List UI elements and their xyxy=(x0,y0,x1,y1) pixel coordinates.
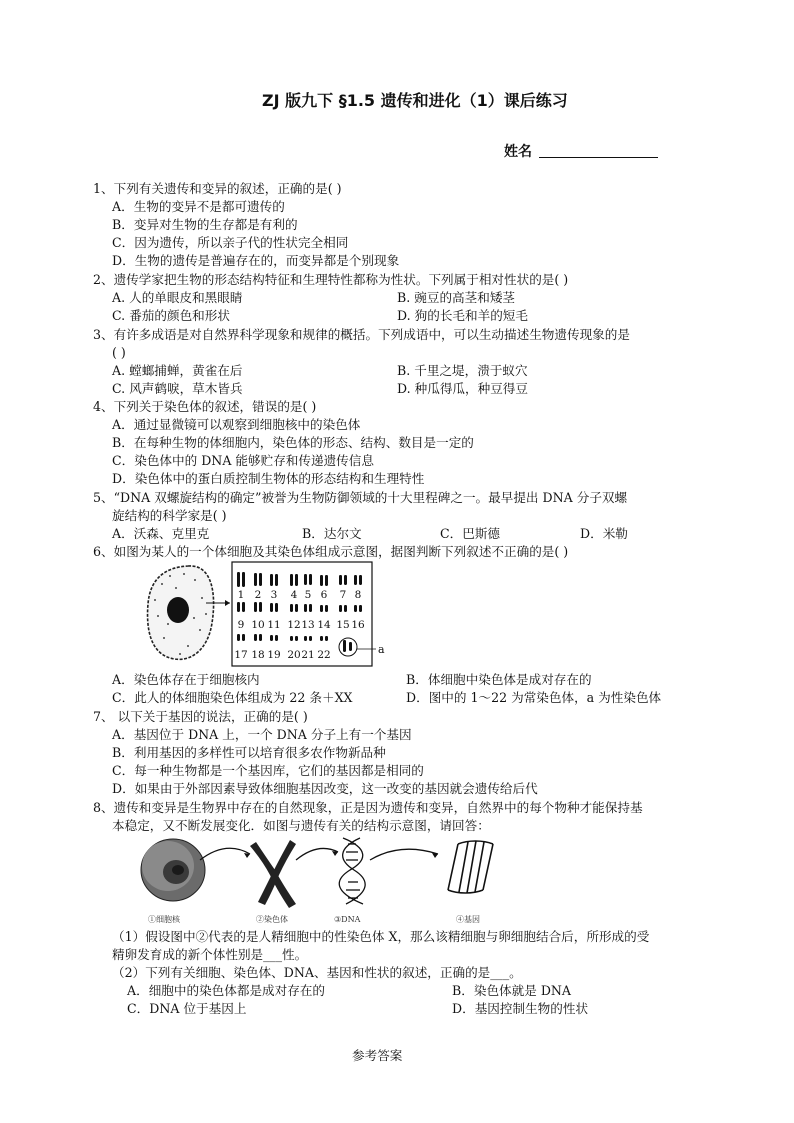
karyo-num: 7 xyxy=(339,589,347,601)
question-5-stem-cont: 旋结构的科学家是( ) xyxy=(112,508,227,523)
fig-label-nucleus: ①细胞核 xyxy=(148,915,180,924)
q5-option-b[interactable]: B．达尔文 xyxy=(302,526,362,541)
q2-option-d[interactable]: D. 狗的长毛和羊的短毛 xyxy=(397,308,528,323)
question-4-stem: 4、下列关于染色体的叙述，错误的是( ) xyxy=(93,399,317,414)
question-1-stem: 1、下列有关遗传和变异的叙述，正确的是( ) xyxy=(93,181,342,196)
q8-option-d[interactable]: D．基因控制生物的性状 xyxy=(452,1001,589,1016)
question-3-stem: 3、有许多成语是对自然界科学现象和规律的概括。下列成语中，可以生动描述生物遗传现象的是 xyxy=(93,327,630,342)
q3-option-a[interactable]: A. 螳螂捕蝉，黄雀在后 xyxy=(112,363,243,378)
karyo-num: 5 xyxy=(304,589,312,601)
chromosome-illustration xyxy=(250,840,296,908)
q4-option-b[interactable]: B．在每种生物的体细胞内，染色体的形态、结构、数目是一定的 xyxy=(112,435,474,450)
q2-option-c[interactable]: C. 番茄的颜色和形状 xyxy=(112,308,230,323)
karyo-num: 4 xyxy=(290,589,298,601)
q5-option-d[interactable]: D．米勒 xyxy=(580,526,628,541)
karyo-num: 10 xyxy=(251,619,265,631)
q3-option-c[interactable]: C. 风声鹤唳，草木皆兵 xyxy=(112,381,243,396)
q6-option-d[interactable]: D．图中的 1～22 为常染色体，a 为性染色体 xyxy=(406,690,662,705)
karyo-num: 18 xyxy=(251,649,265,661)
karyo-num: 11 xyxy=(267,619,281,631)
q6-option-a[interactable]: A．染色体存在于细胞核内 xyxy=(112,672,260,687)
q5-option-c[interactable]: C．巴斯德 xyxy=(440,526,501,541)
q3-option-b[interactable]: B. 千里之堤，溃于蚁穴 xyxy=(397,363,528,378)
q4-option-a[interactable]: A．通过显微镜可以观察到细胞核中的染色体 xyxy=(112,417,361,432)
q7-option-b[interactable]: B．利用基因的多样性可以培育很多农作物新品种 xyxy=(112,745,386,760)
karyo-num: 22 xyxy=(317,649,331,661)
q4-option-d[interactable]: D．染色体中的蛋白质控制生物体的形态结构和生理特性 xyxy=(112,471,425,486)
q8-option-a[interactable]: A．细胞中的染色体都是成对存在的 xyxy=(127,983,326,998)
q4-option-c[interactable]: C．染色体中的 DNA 能够贮存和传递遗传信息 xyxy=(112,453,374,468)
q1-option-d[interactable]: D．生物的遗传是普遍存在的，而变异都是个别现象 xyxy=(112,253,400,268)
fig-label-gene: ④基因 xyxy=(456,915,480,924)
karyo-num: 9 xyxy=(237,619,245,631)
karyo-num: 14 xyxy=(317,619,331,631)
q8-sub2: （2）下列有关细胞、染色体、DNA、基因和性状的叙述，正确的是___。 xyxy=(112,965,522,980)
marker-a-label: a xyxy=(378,643,385,656)
fig-label-dna: ③DNA xyxy=(334,915,361,924)
answer-heading: 参考答案 xyxy=(352,1048,403,1063)
question-2-stem: 2、遗传学家把生物的形态结构特征和生理特性都称为性状。下列属于相对性状的是( ) xyxy=(93,272,569,287)
dna-helix-illustration xyxy=(339,838,365,904)
cell-nucleus-illustration xyxy=(141,839,205,901)
q3-option-d[interactable]: D. 种瓜得瓜，种豆得豆 xyxy=(397,381,528,396)
karyo-num: 20 xyxy=(287,649,301,661)
karyo-num: 1 xyxy=(237,589,245,601)
q8-sub1-line2: 精卵发育成的新个体性别是___性。 xyxy=(112,947,308,962)
karyo-num: 12 xyxy=(287,619,301,631)
fig-label-chromosome: ②染色体 xyxy=(256,915,288,924)
q1-option-b[interactable]: B．变异对生物的生存都是有利的 xyxy=(112,217,298,232)
question-3-stem-cont: ( ) xyxy=(112,345,126,360)
karyo-num: 8 xyxy=(354,589,362,601)
q8-option-c[interactable]: C．DNA 位于基因上 xyxy=(127,1001,247,1016)
heredity-structures-figure xyxy=(138,830,538,928)
q7-option-d[interactable]: D．如果由于外部因素导致体细胞基因改变，这一改变的基因就会遗传给后代 xyxy=(112,781,538,796)
question-8-stem: 8、遗传和变异是生物界中存在的自然现象，正是因为遗传和变异，自然界中的每个物种才能保持基 xyxy=(93,800,643,815)
gene-illustration xyxy=(448,841,493,893)
body-cell-illustration xyxy=(148,566,214,659)
karyo-num: 16 xyxy=(351,619,365,631)
q8-sub1-line1: （1）假设图中②代表的是人精细胞中的性染色体 X，那么该精细胞与卵细胞结合后，所形成的受 xyxy=(112,929,650,944)
question-7-stem: 7、 以下关于基因的说法，正确的是( ) xyxy=(93,709,308,724)
page-title: ZJ 版九下 §1.5 遗传和进化（1）课后练习 xyxy=(262,91,568,110)
q1-option-a[interactable]: A．生物的变异不是都可遗传的 xyxy=(112,199,285,214)
name-label: 姓名 xyxy=(504,144,532,160)
karyo-num: 2 xyxy=(254,589,262,601)
karyo-num: 21 xyxy=(301,649,315,661)
q7-option-c[interactable]: C．每一种生物都是一个基因库，它们的基因都是相同的 xyxy=(112,763,424,778)
name-blank[interactable] xyxy=(539,157,658,158)
karyo-num: 19 xyxy=(267,649,281,661)
q2-option-a[interactable]: A. 人的单眼皮和黑眼睛 xyxy=(112,290,243,305)
karyo-num: 17 xyxy=(234,649,248,661)
cell-karyotype-figure xyxy=(140,558,400,668)
q7-option-a[interactable]: A．基因位于 DNA 上，一个 DNA 分子上有一个基因 xyxy=(112,727,412,742)
q2-option-b[interactable]: B. 豌豆的高茎和矮茎 xyxy=(397,290,516,305)
q6-option-b[interactable]: B．体细胞中染色体是成对存在的 xyxy=(406,672,592,687)
q1-option-c[interactable]: C．因为遗传，所以亲子代的性状完全相同 xyxy=(112,235,349,250)
q5-option-a[interactable]: A．沃森、克里克 xyxy=(112,526,210,541)
q8-option-b[interactable]: B．染色体就是 DNA xyxy=(452,983,572,998)
q6-option-c[interactable]: C．此人的体细胞染色体组成为 22 条＋XX xyxy=(112,690,353,705)
question-6-stem: 6、如图为某人的一个体细胞及其染色体组成示意图，据图判断下列叙述不正确的是( ) xyxy=(93,544,569,559)
question-5-stem: 5、“DNA 双螺旋结构的确定”被誉为生物防御领域的十大里程碑之一。最早提出 DNA 分子双螺 xyxy=(93,490,628,505)
karyo-num: 6 xyxy=(320,589,328,601)
cell-nucleus xyxy=(167,597,189,623)
question-8-stem-cont: 本稳定，又不断发展变化．如图与遗传有关的结构示意图，请回答： xyxy=(112,818,490,833)
karyo-num: 15 xyxy=(336,619,350,631)
karyo-num: 13 xyxy=(301,619,315,631)
karyo-num: 3 xyxy=(270,589,278,601)
